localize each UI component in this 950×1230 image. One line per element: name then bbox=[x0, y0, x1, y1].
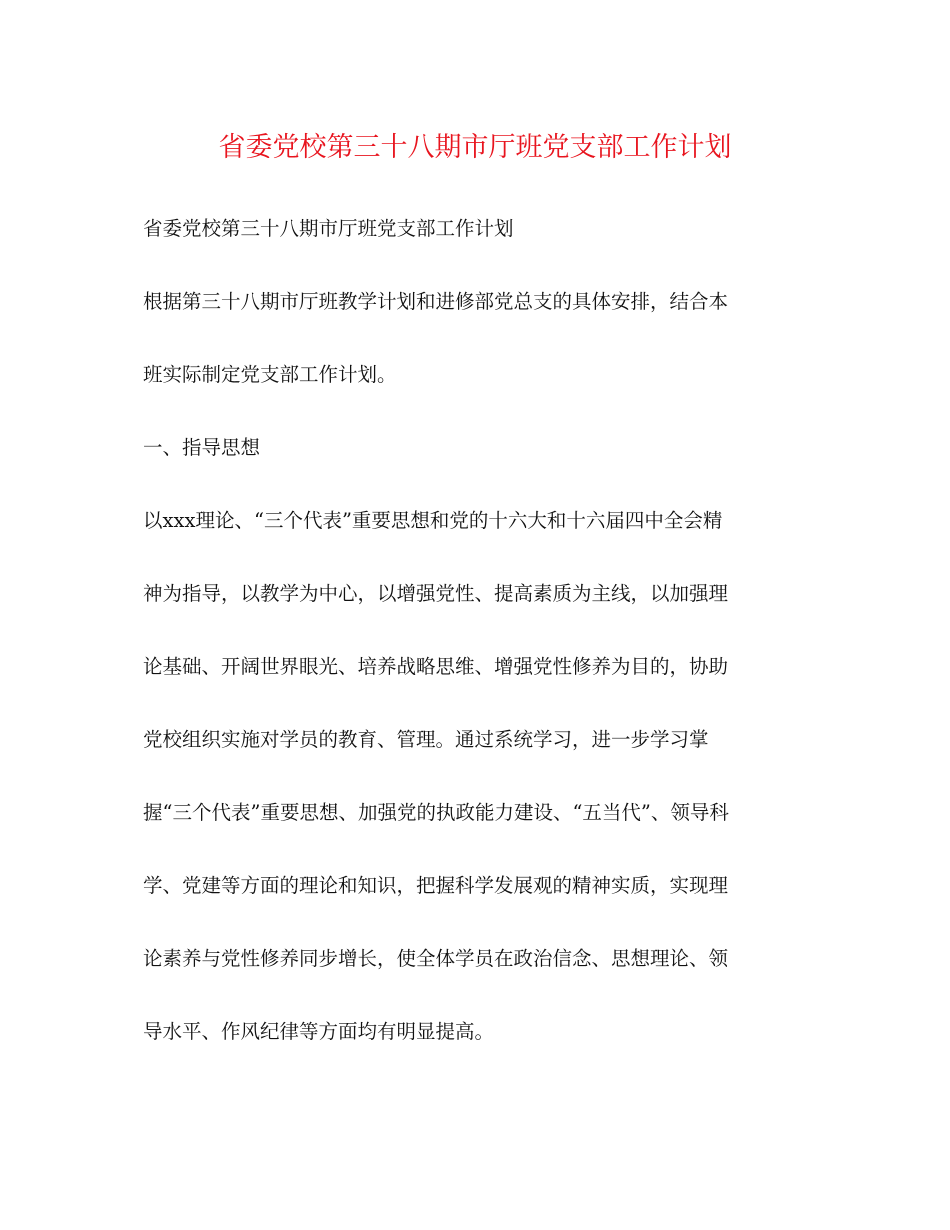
paragraph-line: 导水平、作风纪律等方面均有明显提高。 bbox=[143, 1020, 495, 1043]
document-body bbox=[143, 209, 823, 1085]
paragraph-line: 握“三个代表”重要思想、加强党的执政能力建设、“五当代”、领导科 bbox=[143, 801, 729, 824]
subtitle-line: 省委党校第三十八期市厅班党支部工作计划 bbox=[143, 217, 514, 240]
section-heading: 一、指导思想 bbox=[143, 436, 261, 459]
paragraph-line: 神为指导，以教学为中心，以增强党性、提高素质为主线，以加强理 bbox=[143, 582, 729, 605]
paragraph-line: 论素养与党性修养同步增长，使全体学员在政治信念、思想理论、领 bbox=[143, 947, 729, 970]
paragraph-line: 班实际制定党支部工作计划。 bbox=[143, 363, 397, 386]
paragraph-line: 论基础、开阔世界眼光、培养战略思维、增强党性修养为目的，协助 bbox=[143, 655, 729, 678]
document-title: 省委党校第三十八期市厅班党支部工作计划 bbox=[218, 132, 732, 163]
paragraph-line: 根据第三十八期市厅班教学计划和进修部党总支的具体安排，结合本 bbox=[143, 290, 729, 313]
paragraph-line: 以xxx理论、“三个代表”重要思想和党的十六大和十六届四中全会精 bbox=[143, 509, 723, 532]
paragraph-line: 学、党建等方面的理论和知识，把握科学发展观的精神实质，实现理 bbox=[143, 874, 729, 897]
paragraph-line: 党校组织实施对学员的教育、管理。通过系统学习，进一步学习掌 bbox=[143, 728, 709, 751]
